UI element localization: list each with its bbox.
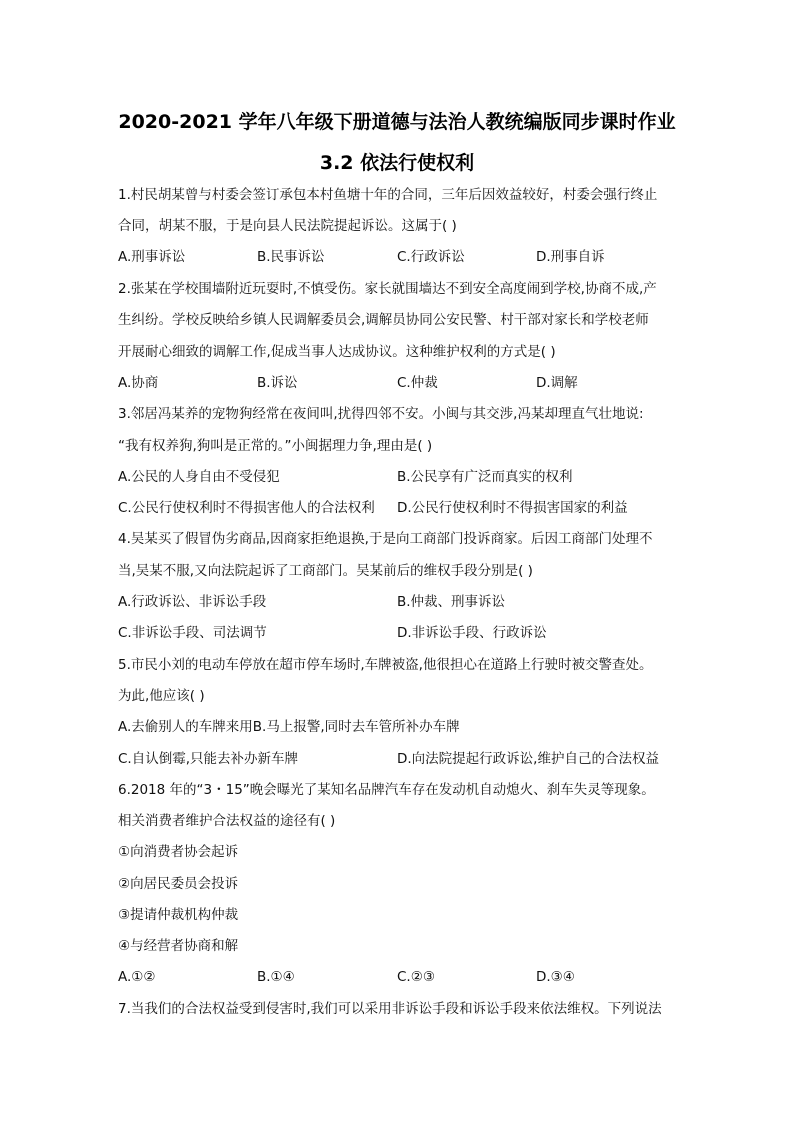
question-4-line-1: 4.吴某买了假冒伪劣商品,因商家拒绝退换,于是向工商部门投诉商家。后因工商部门处理不 [118,531,653,547]
question-3-option-c: C.公民行使权利时不得损害他人的合法权利 [118,500,375,516]
question-6-statement-2: ②向居民委员会投诉 [118,876,239,892]
question-6-statement-3: ③提请仲裁机构仲裁 [118,907,239,923]
question-1-option-a: A.刑事诉讼 [118,249,186,265]
question-6-option-c: C.②③ [397,969,435,985]
question-1-option-c: C.行政诉讼 [397,249,465,265]
question-2-option-d: D.调解 [536,375,578,391]
question-4-option-c: C.非诉讼手段、司法调节 [118,625,267,641]
question-6-line-2: 相关消费者维护合法权益的途径有( ) [118,813,336,829]
question-5-line-1: 5.市民小刘的电动车停放在超市停车场时,车牌被盗,他很担心在道路上行驶时被交警查处。 [118,657,653,673]
question-6-statement-1: ①向消费者协会起诉 [118,844,239,860]
question-3-option-a: A.公民的人身自由不受侵犯 [118,469,280,485]
question-2-line-2: 生纠纷。学校反映给乡镇人民调解委员会,调解员协同公安民警、村干部对家长和学校老师 [118,312,649,328]
question-1-option-b: B.民事诉讼 [257,249,325,265]
question-1-line-1: 1.村民胡某曾与村委会签订承包本村鱼塘十年的合同，三年后因效益较好，村委会强行终止 [118,187,658,203]
question-6-line-1: 6.2018 年的“3・15”晚会曝光了某知名品牌汽车存在发动机自动熄火、刹车失灵等现象。 [118,782,655,798]
question-4-option-b: B.仲裁、刑事诉讼 [397,594,506,610]
question-2-line-1: 2.张某在学校围墙附近玩耍时,不慎受伤。家长就围墙达不到安全高度闹到学校,协商不成,产 [118,281,657,297]
document-subtitle: 3.2 依法行使权利 [319,152,475,174]
question-1-line-2: 合同，胡某不服，于是向县人民法院提起诉讼。这属于( ) [118,218,457,234]
question-6-option-d: D.③④ [536,969,575,985]
question-4-option-d: D.非诉讼手段、行政诉讼 [397,625,547,641]
question-5-option-c: C.自认倒霉,只能去补办新车牌 [118,751,299,767]
question-6-option-b: B.①④ [257,969,295,985]
question-3-option-b: B.公民享有广泛而真实的权利 [397,469,573,485]
question-6-statement-4: ④与经营者协商和解 [118,938,239,954]
question-5-option-d: D.向法院提起行政诉讼,维护自己的合法权益 [397,751,659,767]
question-2-option-c: C.仲裁 [397,375,438,391]
question-2-line-3: 开展耐心细致的调解工作,促成当事人达成协议。这种维护权利的方式是( ) [118,344,556,360]
question-2-option-b: B.诉讼 [257,375,298,391]
question-2-option-a: A.协商 [118,375,159,391]
question-7-line-1: 7.当我们的合法权益受到侵害时,我们可以采用非诉讼手段和诉讼手段来依法维权。下列说法 [118,1001,662,1017]
question-3-line-1: 3.邻居冯某养的宠物狗经常在夜间叫,扰得四邻不安。小闽与其交涉,冯某却理直气壮地说: [118,406,644,422]
question-4-option-a: A.行政诉讼、非诉讼手段 [118,594,267,610]
question-6-option-a: A.①② [118,969,156,985]
question-4-line-2: 当,吴某不服,又向法院起诉了工商部门。吴某前后的维权手段分别是( ) [118,563,533,579]
question-3-line-2: “我有权养狗,狗叫是正常的。”小闽据理力争,理由是( ) [118,438,433,454]
question-3-option-d: D.公民行使权利时不得损害国家的利益 [397,500,628,516]
question-5-option-ab: A.去偷别人的车牌来用B.马上报警,同时去车管所补办车牌 [118,719,460,735]
question-1-option-d: D.刑事自诉 [536,249,605,265]
document-title: 2020-2021 学年八年级下册道德与法治人教统编版同步课时作业 [118,111,676,133]
question-5-line-2: 为此,他应该( ) [118,688,205,704]
